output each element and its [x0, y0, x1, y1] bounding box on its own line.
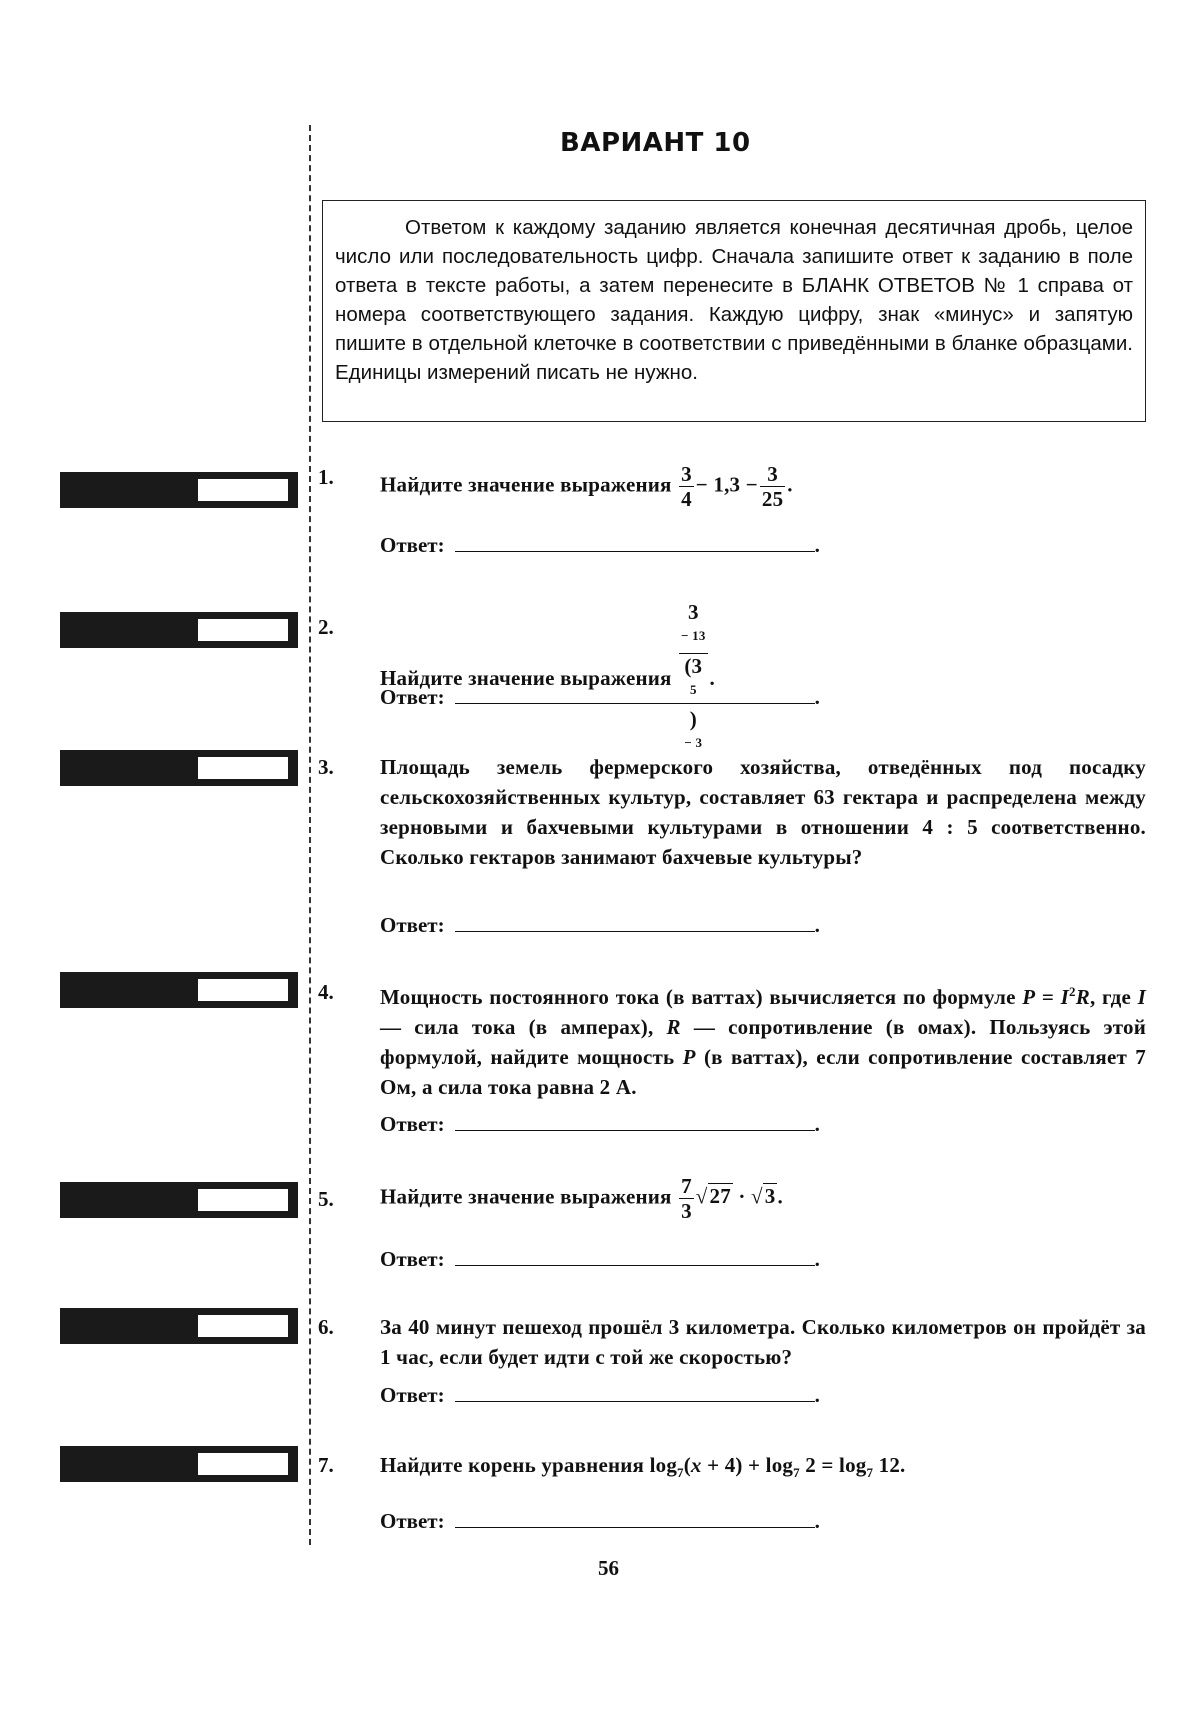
answer-label: Ответ: [380, 685, 445, 709]
numerator: 7 [681, 1174, 692, 1198]
var-p: P [1022, 985, 1036, 1009]
radicand: 3 [764, 1184, 776, 1209]
task-text [380, 462, 1146, 511]
task-text [380, 600, 1146, 760]
base: 3 [687, 600, 699, 624]
cut-line [309, 125, 311, 1545]
numerator: 3 [760, 462, 785, 487]
fraction [679, 600, 707, 760]
denominator: 25 [761, 487, 784, 511]
exponent: 5 [689, 682, 697, 697]
marker-box [198, 619, 288, 641]
task-number: 5. [318, 1187, 334, 1211]
task-number: 4. [318, 980, 334, 1004]
log: log [839, 1453, 867, 1477]
log-base: 7 [793, 1465, 800, 1481]
answer-field[interactable]: Ответ: . [380, 913, 820, 937]
answer-marker-4 [60, 972, 298, 1008]
task-number: 6. [318, 1315, 334, 1339]
plus: + [742, 1453, 766, 1477]
argument: 2 = [799, 1453, 840, 1477]
denominator: 3 [681, 1199, 692, 1223]
task-text: За 40 минут пешеход прошёл 3 километра. Сколько километров он пройдёт за 1 час, если будет идти с той же скоростью? [380, 1315, 1146, 1369]
answer-marker-2 [60, 612, 298, 648]
answer-line[interactable] [455, 1383, 815, 1402]
exponent: − 3 [684, 735, 703, 750]
text-part: Мощность постоянного тока (в ваттах) вычисляется по формуле [380, 985, 1016, 1009]
answer-field[interactable]: Ответ: . [380, 533, 820, 557]
marker-box [198, 979, 288, 1001]
paren: ) [689, 707, 697, 731]
task-number: 7. [318, 1453, 334, 1477]
fraction [679, 462, 694, 511]
var-i: I [1137, 985, 1146, 1009]
log-base: 7 [866, 1465, 874, 1481]
answer-label: Ответ: [380, 533, 445, 557]
var-p: P [682, 1045, 696, 1069]
period: . [787, 472, 793, 497]
marker-box [198, 757, 288, 779]
page-number: 56 [598, 1556, 619, 1580]
answer-marker-7 [60, 1446, 298, 1482]
text-part: (в ваттах), если сопротивление составляет 7 Ом, а сила тока равна 2 А. [380, 1045, 1147, 1099]
answer-field[interactable]: Ответ: . [380, 1247, 820, 1271]
answer-marker-5 [60, 1182, 298, 1218]
answer-line[interactable] [455, 1247, 815, 1266]
task-text [380, 1450, 1146, 1488]
answer-field[interactable]: Ответ: . [380, 1112, 820, 1136]
numerator: 3 [681, 462, 692, 486]
task-number: 1. [318, 465, 334, 489]
fraction [760, 462, 785, 511]
exponent: 2 [1069, 984, 1076, 999]
var-r: R [1075, 985, 1090, 1009]
argument: 12 [873, 1453, 901, 1477]
answer-marker-6 [60, 1308, 298, 1344]
task-text [380, 977, 1146, 1102]
expression-middle: − 1,3 − [695, 472, 758, 497]
task-lead: Найдите значение выражения [380, 472, 672, 497]
dot: · [732, 1184, 752, 1209]
period: . [709, 665, 715, 690]
page-title: ВАРИАНТ 10 [560, 128, 751, 158]
task-text: Площадь земель фермерского хозяйства, отведённых под посадку сельскохозяйственных культур, составляет 63 гектара и распределена между зерновыми и бахчевыми культурами в отношении 4 : 5 соответственно. Сколько гектаров занимают бахчевые культуры? [380, 755, 1146, 869]
marker-box [198, 479, 288, 501]
instructions-box: Ответом к каждому заданию является конечная десятичная дробь, целое число или последовательность цифр. Сначала запишите ответ к заданию в поле ответа в тексте работы, а затем перенесите в БЛАНК ОТВЕТОВ № 1 справа от номера соответствующего задания. Каждую цифру, знак «минус» и запятую пишите в отдельной клеточке в соответствии с приведёнными в бланке образцами. Единицы измерений писать не нужно. [322, 200, 1146, 422]
text-part: , где [1089, 985, 1132, 1009]
radical: √3 [751, 1184, 776, 1209]
var-r: R [666, 1015, 681, 1039]
marker-box [198, 1453, 288, 1475]
answer-field[interactable]: Ответ: . [380, 1509, 820, 1533]
var-x: x [690, 1453, 702, 1477]
answer-marker-1 [60, 472, 298, 508]
answer-label: Ответ: [380, 1509, 445, 1533]
answer-line[interactable] [455, 685, 815, 704]
answer-label: Ответ: [380, 1247, 445, 1271]
log-base: 7 [677, 1465, 684, 1481]
answer-field[interactable]: Ответ: . [380, 1383, 820, 1407]
log: log [649, 1453, 678, 1477]
equals: = [1035, 985, 1061, 1009]
answer-marker-3 [60, 750, 298, 786]
answer-field[interactable]: Ответ: . [380, 685, 820, 709]
answer-label: Ответ: [380, 1112, 445, 1136]
text-part: — сопротивление (в омах). Пользуясь этой формулой, найдите мощность [380, 1015, 1147, 1069]
numerator [679, 600, 707, 654]
radical: √27 [695, 1184, 731, 1209]
var-i: I [1060, 985, 1070, 1009]
task-text [380, 1174, 1146, 1223]
marker-box [198, 1315, 288, 1337]
denominator: 4 [681, 487, 692, 511]
task-number: 3. [318, 755, 334, 779]
log: log [765, 1453, 794, 1477]
answer-label: Ответ: [380, 913, 445, 937]
equation [649, 1453, 906, 1481]
argument: + 4) [701, 1453, 743, 1477]
text-part: — сила тока (в амперах), [380, 1015, 654, 1039]
task-lead: Найдите корень уравнения [380, 1453, 645, 1477]
answer-label: Ответ: [380, 1383, 445, 1407]
answer-line[interactable] [455, 533, 815, 552]
answer-line[interactable] [455, 1112, 815, 1131]
fraction [679, 1174, 694, 1223]
answer-line[interactable] [455, 1509, 815, 1528]
period: . [777, 1184, 783, 1209]
task-lead: Найдите значение выражения [380, 665, 672, 690]
exponent: − 13 [681, 628, 706, 643]
answer-line[interactable] [455, 913, 815, 932]
radicand: 27 [709, 1184, 731, 1209]
base: (3 [684, 654, 703, 678]
marker-box [198, 1189, 288, 1211]
task-lead: Найдите значение выражения [380, 1184, 672, 1209]
task-number: 2. [318, 615, 334, 639]
paren: ( [683, 1453, 691, 1477]
period: . [900, 1453, 906, 1477]
